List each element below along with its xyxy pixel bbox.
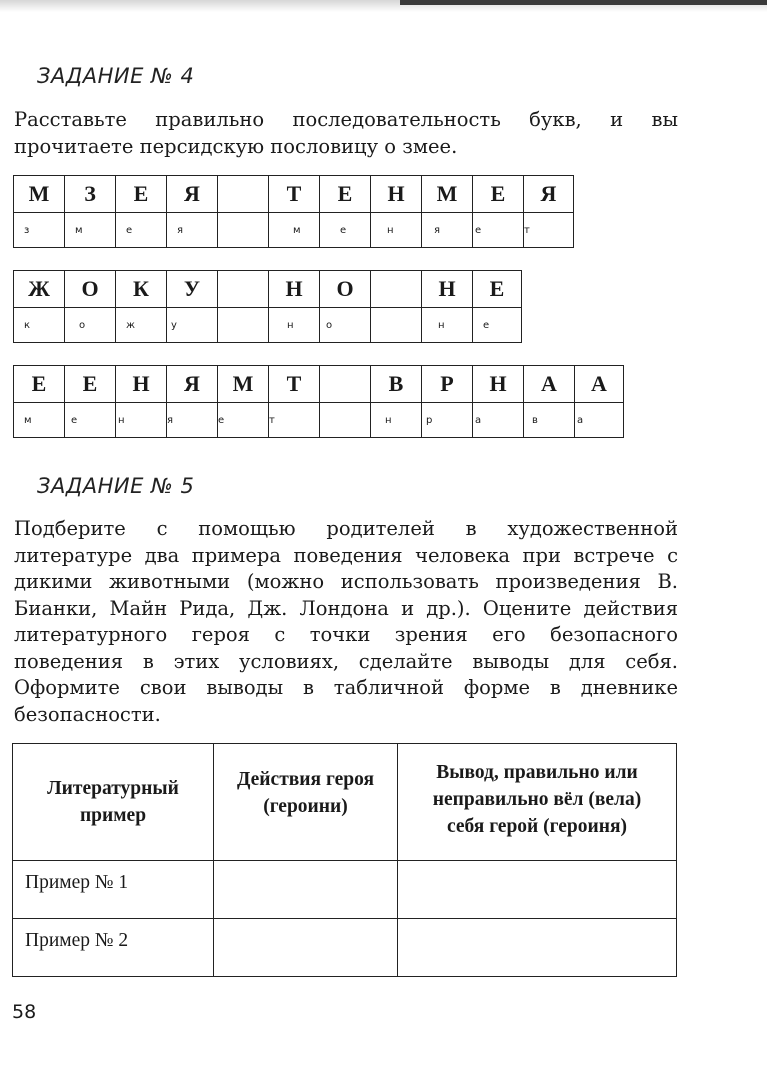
grid-cell — [371, 271, 422, 308]
answer-cell[interactable]: в — [524, 403, 575, 438]
answer-cell[interactable]: з — [14, 213, 65, 248]
table-row — [13, 919, 677, 977]
grid-cell: О — [320, 271, 371, 308]
answer-cell[interactable]: м — [65, 213, 116, 248]
grid-cell: Т — [269, 366, 320, 403]
example-1-label: Пример № 1 — [13, 861, 214, 919]
grid-cell: В — [371, 366, 422, 403]
letter-grid-2 — [13, 270, 522, 343]
grid-cell: О — [65, 271, 116, 308]
answer-cell[interactable]: е — [116, 213, 167, 248]
grid-cell: К — [116, 271, 167, 308]
safety-diary-table — [12, 743, 677, 977]
answer-cell[interactable]: р — [422, 403, 473, 438]
table-header-row — [13, 744, 677, 861]
grid-cell: А — [524, 366, 575, 403]
grid-cell: Н — [473, 366, 524, 403]
answer-cell[interactable]: а — [575, 403, 624, 438]
answer-cell[interactable]: ж — [116, 308, 167, 343]
grid-cell — [218, 176, 269, 213]
grid-cell: Е — [320, 176, 371, 213]
scan-top-edge — [0, 0, 767, 12]
grid-cell: Е — [14, 366, 65, 403]
answer-cell[interactable]: т — [524, 213, 574, 248]
answer-cell[interactable]: е — [218, 403, 269, 438]
grid-cell: А — [575, 366, 624, 403]
answer-cell[interactable] — [218, 308, 269, 343]
task4-heading: ЗАДАНИЕ № 4 — [37, 64, 195, 88]
example-2-label: Пример № 2 — [13, 919, 214, 977]
answer-cell[interactable] — [218, 213, 269, 248]
answer-cell[interactable]: я — [167, 403, 218, 438]
answer-cell[interactable] — [320, 403, 371, 438]
grid-cell: Н — [371, 176, 422, 213]
example-2-conclusion-cell[interactable] — [398, 919, 677, 977]
header-hero-actions: Действия героя (героини) — [214, 744, 398, 861]
answer-cell[interactable]: н — [269, 308, 320, 343]
grid-cell: Е — [65, 366, 116, 403]
answer-cell[interactable]: у — [167, 308, 218, 343]
answer-cell[interactable]: н — [371, 403, 422, 438]
grid-1-answer-row — [14, 213, 574, 248]
grid-cell: Я — [167, 176, 218, 213]
answer-cell[interactable]: е — [473, 308, 522, 343]
answer-cell[interactable]: н — [422, 308, 473, 343]
task5-text: Подберите с помощью родителей в художественной литературе два примера поведения человека при встрече с дикими животными (можно использовать произведения В. Бианки, Майн Рида, Дж. Лондона и др.). Оцените действия литературного героя с точки зрения его безопасного поведения в этих условиях, сделайте выводы для себя. Оформите свои выводы в табличной форме в дневнике безопасности. — [14, 517, 678, 726]
answer-cell[interactable]: я — [422, 213, 473, 248]
letter-grid-3 — [13, 365, 624, 438]
answer-cell[interactable]: е — [320, 213, 371, 248]
grid-2-scrambled-row — [14, 271, 522, 308]
answer-cell[interactable]: я — [167, 213, 218, 248]
grid-cell: У — [167, 271, 218, 308]
grid-cell: Я — [524, 176, 574, 213]
grid-cell: Р — [422, 366, 473, 403]
answer-cell[interactable]: е — [473, 213, 524, 248]
grid-3-scrambled-row — [14, 366, 624, 403]
grid-cell: Е — [116, 176, 167, 213]
answer-cell[interactable]: н — [371, 213, 422, 248]
grid-cell: М — [422, 176, 473, 213]
answer-cell[interactable]: м — [269, 213, 320, 248]
answer-cell[interactable]: т — [269, 403, 320, 438]
grid-cell: Ж — [14, 271, 65, 308]
task4-instruction: Расставьте правильно последовательность букв, и вы прочитаете персидскую пословицу о змее. — [14, 108, 678, 158]
answer-cell[interactable]: к — [14, 308, 65, 343]
example-1-actions-cell[interactable] — [214, 861, 398, 919]
page-number: 58 — [12, 1001, 37, 1023]
answer-cell[interactable]: м — [14, 403, 65, 438]
answer-cell[interactable]: о — [65, 308, 116, 343]
grid-2-answer-row — [14, 308, 522, 343]
grid-1-scrambled-row — [14, 176, 574, 213]
grid-cell — [320, 366, 371, 403]
grid-cell: Е — [473, 271, 522, 308]
grid-cell: Н — [422, 271, 473, 308]
grid-cell — [218, 271, 269, 308]
grid-cell: Н — [116, 366, 167, 403]
letter-grid-1 — [13, 175, 574, 248]
header-literary-example: Литературный пример — [13, 744, 214, 861]
grid-cell: М — [218, 366, 269, 403]
grid-cell: З — [65, 176, 116, 213]
table-row — [13, 861, 677, 919]
grid-cell: Я — [167, 366, 218, 403]
answer-cell[interactable]: о — [320, 308, 371, 343]
answer-cell[interactable]: н — [116, 403, 167, 438]
answer-cell[interactable]: е — [65, 403, 116, 438]
header-conclusion: Вывод, правильно или неправильно вёл (вела) себя герой (героиня) — [398, 744, 677, 861]
grid-3-answer-row — [14, 403, 624, 438]
example-1-conclusion-cell[interactable] — [398, 861, 677, 919]
scan-dark-bar — [400, 0, 767, 5]
grid-cell: М — [14, 176, 65, 213]
grid-cell: Е — [473, 176, 524, 213]
example-2-actions-cell[interactable] — [214, 919, 398, 977]
task5-heading: ЗАДАНИЕ № 5 — [37, 474, 195, 498]
grid-cell: Т — [269, 176, 320, 213]
grid-cell: Н — [269, 271, 320, 308]
answer-cell[interactable]: а — [473, 403, 524, 438]
answer-cell[interactable] — [371, 308, 422, 343]
